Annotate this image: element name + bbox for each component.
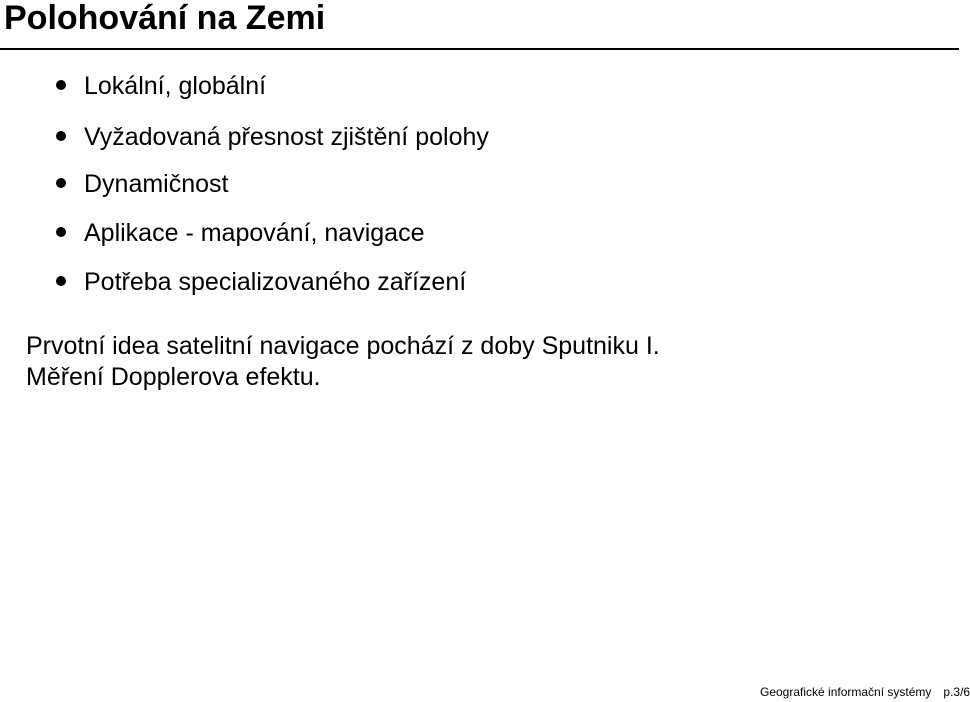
bullet-item bbox=[56, 71, 266, 101]
title-rule bbox=[0, 48, 959, 50]
bullet-text: Potřeba specializovaného zařízení bbox=[84, 268, 467, 296]
bullet-item bbox=[56, 122, 489, 152]
body-paragraph bbox=[26, 331, 660, 393]
bullet-item bbox=[56, 169, 229, 199]
slide-title: Polohování na Zemi bbox=[4, 0, 326, 37]
slide-footer bbox=[760, 684, 970, 700]
paragraph-line: Měření Dopplerova efektu. bbox=[26, 363, 321, 391]
footer-course: Geografické informační systémy bbox=[760, 685, 932, 699]
bullet-dot-icon bbox=[56, 131, 66, 141]
bullet-text: Aplikace - mapování, navigace bbox=[84, 219, 425, 247]
page-number: p.3/6 bbox=[943, 685, 970, 699]
bullet-item bbox=[56, 267, 466, 297]
bullet-dot-icon bbox=[56, 276, 66, 286]
bullet-text: Vyžadovaná přesnost zjištění polohy bbox=[84, 123, 489, 151]
bullet-dot-icon bbox=[56, 227, 66, 237]
bullet-text: Lokální, globální bbox=[84, 72, 267, 100]
bullet-dot-icon bbox=[56, 80, 66, 90]
bullet-text: Dynamičnost bbox=[84, 170, 229, 198]
bullet-item bbox=[56, 218, 424, 248]
bullet-dot-icon bbox=[56, 178, 66, 188]
paragraph-line: Prvotní idea satelitní navigace pochází z doby Sputniku I. bbox=[26, 332, 660, 360]
